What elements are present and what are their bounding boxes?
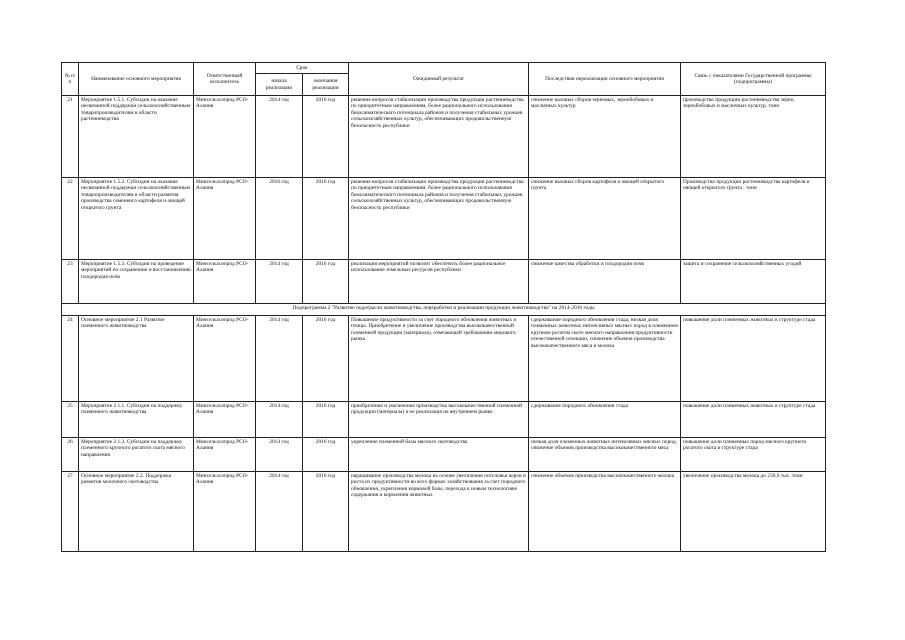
row-num: 23 bbox=[62, 260, 79, 304]
row-result: приобретение и увеличение производства высококачественной племенной продукции (материала) и ее реализация на внутреннем рынке bbox=[349, 402, 529, 438]
row-start: 2014 год bbox=[256, 260, 303, 304]
col-link-header: Связь с показателями Государственной программы (подпрограммы) bbox=[681, 63, 826, 96]
table-row bbox=[62, 260, 826, 304]
row-num: 22 bbox=[62, 178, 79, 260]
row-consequences: низкая доля племенных животных интенсивных мясных пород, снижение объемов производства высококачественного мяса bbox=[529, 438, 681, 472]
row-end: 2016 год bbox=[303, 260, 349, 304]
subprogram-title: Подпрограмма 2 "Развитие подотрасли животноводства, переработки и реализации продукции животноводства" на 2014-2016 годы bbox=[62, 304, 826, 316]
row-result: Повышение продуктивности за счет породного обновления животных и птицы. Приобретение и увеличение производства высококачественной племенной продукции (материала), отвечающей требованиям мирового рынка bbox=[349, 316, 529, 402]
table-row bbox=[62, 472, 826, 552]
table-row bbox=[62, 96, 826, 178]
row-name: Мероприятие 1.5.2. Субсидии на оказание несвязанной поддержки сельскохозяйственным товаропроизводителям в области развития производства семенного картофеля и овощей открытого грунта bbox=[79, 178, 194, 260]
row-start: 2014 год bbox=[256, 472, 303, 552]
row-consequences: снижение качества обработки и плодородия почв bbox=[529, 260, 681, 304]
col-start-header: начала реализации bbox=[256, 74, 303, 96]
row-consequences: сдерживание породного обновления стада, низкая доля племенных животных интенсивных мясных пород в племенном крупном рогатом скоте мясного направления продуктивности отечественной селекции, снижение объемов производства высококачественного мяса и молока bbox=[529, 316, 681, 402]
row-link: повышение доли племенных животных в структуре стада bbox=[681, 402, 826, 438]
row-executor: Минсельхозпрод РСО-Алания bbox=[194, 316, 256, 402]
row-name: Мероприятие 2.1.1. Субсидии на поддержку племенного животноводства bbox=[79, 402, 194, 438]
row-end: 2016 год bbox=[303, 438, 349, 472]
row-num: 27 bbox=[62, 472, 79, 552]
row-consequences: снижение валовых сборов картофеля и овощей открытого грунта bbox=[529, 178, 681, 260]
table-row bbox=[62, 438, 826, 472]
row-result: решение вопросов стабилизации производства продукции растениеводства по приоритетным направлениям, более рационального использования биоклиматического потенциала районов и получения стабильных урожаев сельскохозяйственных культур, обеспечивающих продовольственную безопасность республики bbox=[349, 96, 529, 178]
col-num-header: № п/п bbox=[62, 63, 79, 96]
row-num: 26 bbox=[62, 438, 79, 472]
row-link: повышение доли племенных пород мясного крупного рогатого скота в структуре стада bbox=[681, 438, 826, 472]
row-num: 25 bbox=[62, 402, 79, 438]
row-num: 21 bbox=[62, 96, 79, 178]
row-name: Основное мероприятие 2.1 Развитие племенного животноводства bbox=[79, 316, 194, 402]
row-link: Производство продукции растениеводства картофеля и овощей открытого грунта , тонн bbox=[681, 178, 826, 260]
row-end: 2016 год bbox=[303, 316, 349, 402]
col-executor-header: Ответственный исполнитель bbox=[194, 63, 256, 96]
row-executor: Минсельхозпрод РСО-Алания bbox=[194, 438, 256, 472]
row-link: защита и сохранение сельскохозяйственных угодий bbox=[681, 260, 826, 304]
row-num: 24 bbox=[62, 316, 79, 402]
header-row-1 bbox=[62, 63, 826, 74]
row-end: 2016 год bbox=[303, 96, 349, 178]
row-link: повышение доли племенных животных в структуре стада bbox=[681, 316, 826, 402]
row-start: 2014 год bbox=[256, 316, 303, 402]
row-result: реализация мероприятий позволит обеспечить более рациональное использование земельных ресурсов республики bbox=[349, 260, 529, 304]
row-result: укрепление племенной базы мясного скотоводства bbox=[349, 438, 529, 472]
row-consequences: снижение валовых сборов зерновых, зернобобовых и масличных культур bbox=[529, 96, 681, 178]
row-consequences: сдерживание породного обновления стада bbox=[529, 402, 681, 438]
col-term-header: Срок bbox=[256, 63, 349, 74]
row-consequences: снижение объемов производства высококачественного молока bbox=[529, 472, 681, 552]
row-start: 2016 год bbox=[256, 178, 303, 260]
col-name-header: Наименование основного мероприятия bbox=[79, 63, 194, 96]
row-result: решение вопросов стабилизации производства продукции растениеводства по приоритетным направлениям, более рационального использования биоклиматического потенциала районов и получения стабильных урожаев сельскохозяйственных культур, обеспечивающих продовольственную безопасность республики bbox=[349, 178, 529, 260]
row-end: 2016 год bbox=[303, 178, 349, 260]
col-result-header: Ожидаемый результат bbox=[349, 63, 529, 96]
row-end: 2016 год bbox=[303, 472, 349, 552]
row-executor: Минсельхозпрод РСО-Алания bbox=[194, 472, 256, 552]
row-start: 2014 год bbox=[256, 96, 303, 178]
table-row bbox=[62, 178, 826, 260]
row-executor: Минсельхозпрод РСО-Алания bbox=[194, 96, 256, 178]
row-end: 2016 год bbox=[303, 402, 349, 438]
row-link: производство продукции растениеводства зерно, зернобобовых и масличных культур, тонн bbox=[681, 96, 826, 178]
program-table-sheet bbox=[61, 62, 826, 552]
row-name: Основное мероприятие 2.2. Поддержка развития молочного скотоводства bbox=[79, 472, 194, 552]
table-row bbox=[62, 402, 826, 438]
row-start: 2014 год bbox=[256, 438, 303, 472]
subprogram-header-row bbox=[62, 304, 826, 316]
table-row bbox=[62, 316, 826, 402]
col-consequences-header: Последствия нереализации основного мероприятия bbox=[529, 63, 681, 96]
row-executor: Минсельхозпрод РСО-Алания bbox=[194, 178, 256, 260]
row-name: Мероприятие 2.1.2. Субсидии на поддержку племенного крупного рогатого скота мясного направления bbox=[79, 438, 194, 472]
program-measures-table bbox=[61, 62, 826, 552]
row-link: увеличение производства молока до 230,0 тыс. тонн bbox=[681, 472, 826, 552]
row-executor: Минсельхозпрод РСО-Алания bbox=[194, 402, 256, 438]
col-end-header: окончания реализации bbox=[303, 74, 349, 96]
row-result: наращивание производства молока на основе увеличения поголовья коров и роста их продуктивности во всех формах хозяйствования за счет породного обновления, укрепления кормовой базы, перехода к новым технологиям содержания и кормления животных bbox=[349, 472, 529, 552]
row-start: 2014 год bbox=[256, 402, 303, 438]
row-name: Мероприятие 1.5.1. Субсидии на оказание несвязанной поддержки сельскохозяйственным товаропроизводителям в области растениеводства bbox=[79, 96, 194, 178]
row-executor: Минсельхозпрод РСО-Алания bbox=[194, 260, 256, 304]
row-name: Мероприятие 1.5.3. Субсидии на проведение мероприятий по сохранению и восстановлению плодородия почв bbox=[79, 260, 194, 304]
